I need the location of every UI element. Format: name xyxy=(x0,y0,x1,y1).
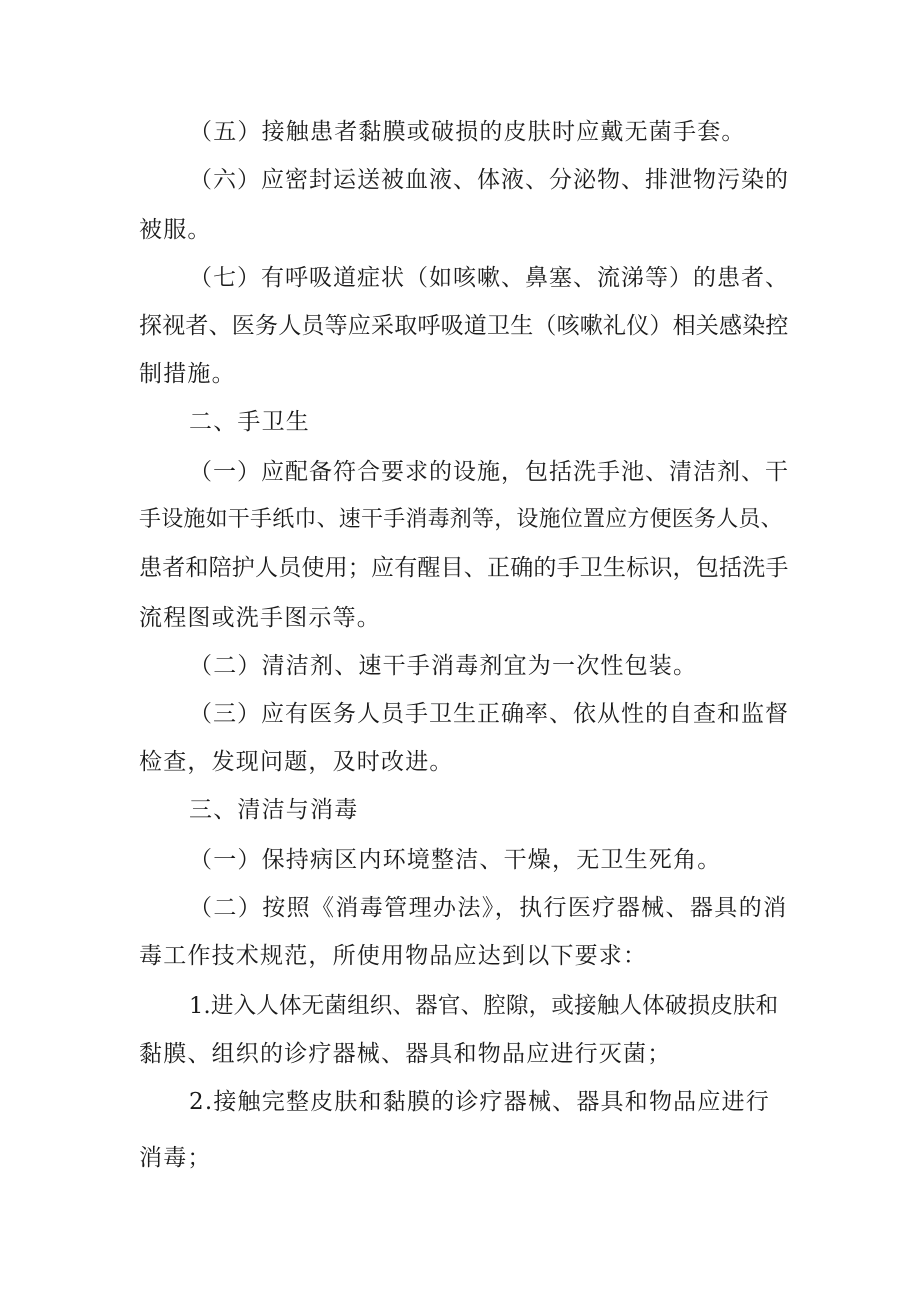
paragraph-clean-1: （一）保持病区内环境整洁、干燥，无卫生死角。 xyxy=(189,847,722,873)
list-item-2-line-1: 2.接触完整皮肤和黏膜的诊疗器械、器具和物品应进行 xyxy=(189,1089,770,1115)
list-item-1-line-2: 黏膜、组织的诊疗器械、器具和物品应进行灭菌； xyxy=(139,1041,672,1067)
paragraph-hand-2: （二）清洁剂、速干手消毒剂宜为一次性包装。 xyxy=(189,653,698,679)
paragraph-6-bedding-line-2: 被服。 xyxy=(139,217,212,243)
paragraph-hand-3-line-1: （三）应有医务人员手卫生正确率、依从性的自查和监督 xyxy=(189,701,789,727)
paragraph-5-gloves: （五）接触患者黏膜或破损的皮肤时应戴无菌手套。 xyxy=(189,119,746,145)
paragraph-hand-3-line-2: 检查，发现问题，及时改进。 xyxy=(139,749,454,775)
paragraph-6-bedding-line-1: （六）应密封运送被血液、体液、分泌物、排泄物污染的 xyxy=(189,167,789,193)
list-item-2-line-2: 消毒； xyxy=(139,1145,212,1171)
section-heading-cleaning-disinfection: 三、清洁与消毒 xyxy=(189,797,359,823)
list-item-1-line-1: 1.进入人体无菌组织、器官、腔隙，或接触人体破损皮肤和 xyxy=(189,993,779,1019)
section-heading-hand-hygiene: 二、手卫生 xyxy=(189,409,310,435)
paragraph-clean-2-line-1: （二）按照《消毒管理办法》，执行医疗器械、器具的消 xyxy=(189,895,788,921)
paragraph-7-respiratory-line-2: 探视者、医务人员等应采取呼吸道卫生（咳嗽礼仪）相关感染控 xyxy=(139,313,789,339)
paragraph-clean-2-line-2: 毒工作技术规范，所使用物品应达到以下要求： xyxy=(139,943,648,969)
paragraph-hand-1-line-4: 流程图或洗手图示等。 xyxy=(139,605,381,631)
paragraph-hand-1-line-2: 手设施如干手纸巾、速干手消毒剂等，设施位置应方便医务人员、 xyxy=(139,507,783,532)
paragraph-hand-1-line-1: （一）应配备符合要求的设施，包括洗手池、清洁剂、干 xyxy=(189,459,789,485)
paragraph-hand-1-line-3: 患者和陪护人员使用；应有醒目、正确的手卫生标识，包括洗手 xyxy=(139,555,789,581)
paragraph-7-respiratory-line-1: （七）有呼吸道症状（如咳嗽、鼻塞、流涕等）的患者、 xyxy=(189,265,789,291)
paragraph-7-respiratory-line-3: 制措施。 xyxy=(139,361,236,387)
